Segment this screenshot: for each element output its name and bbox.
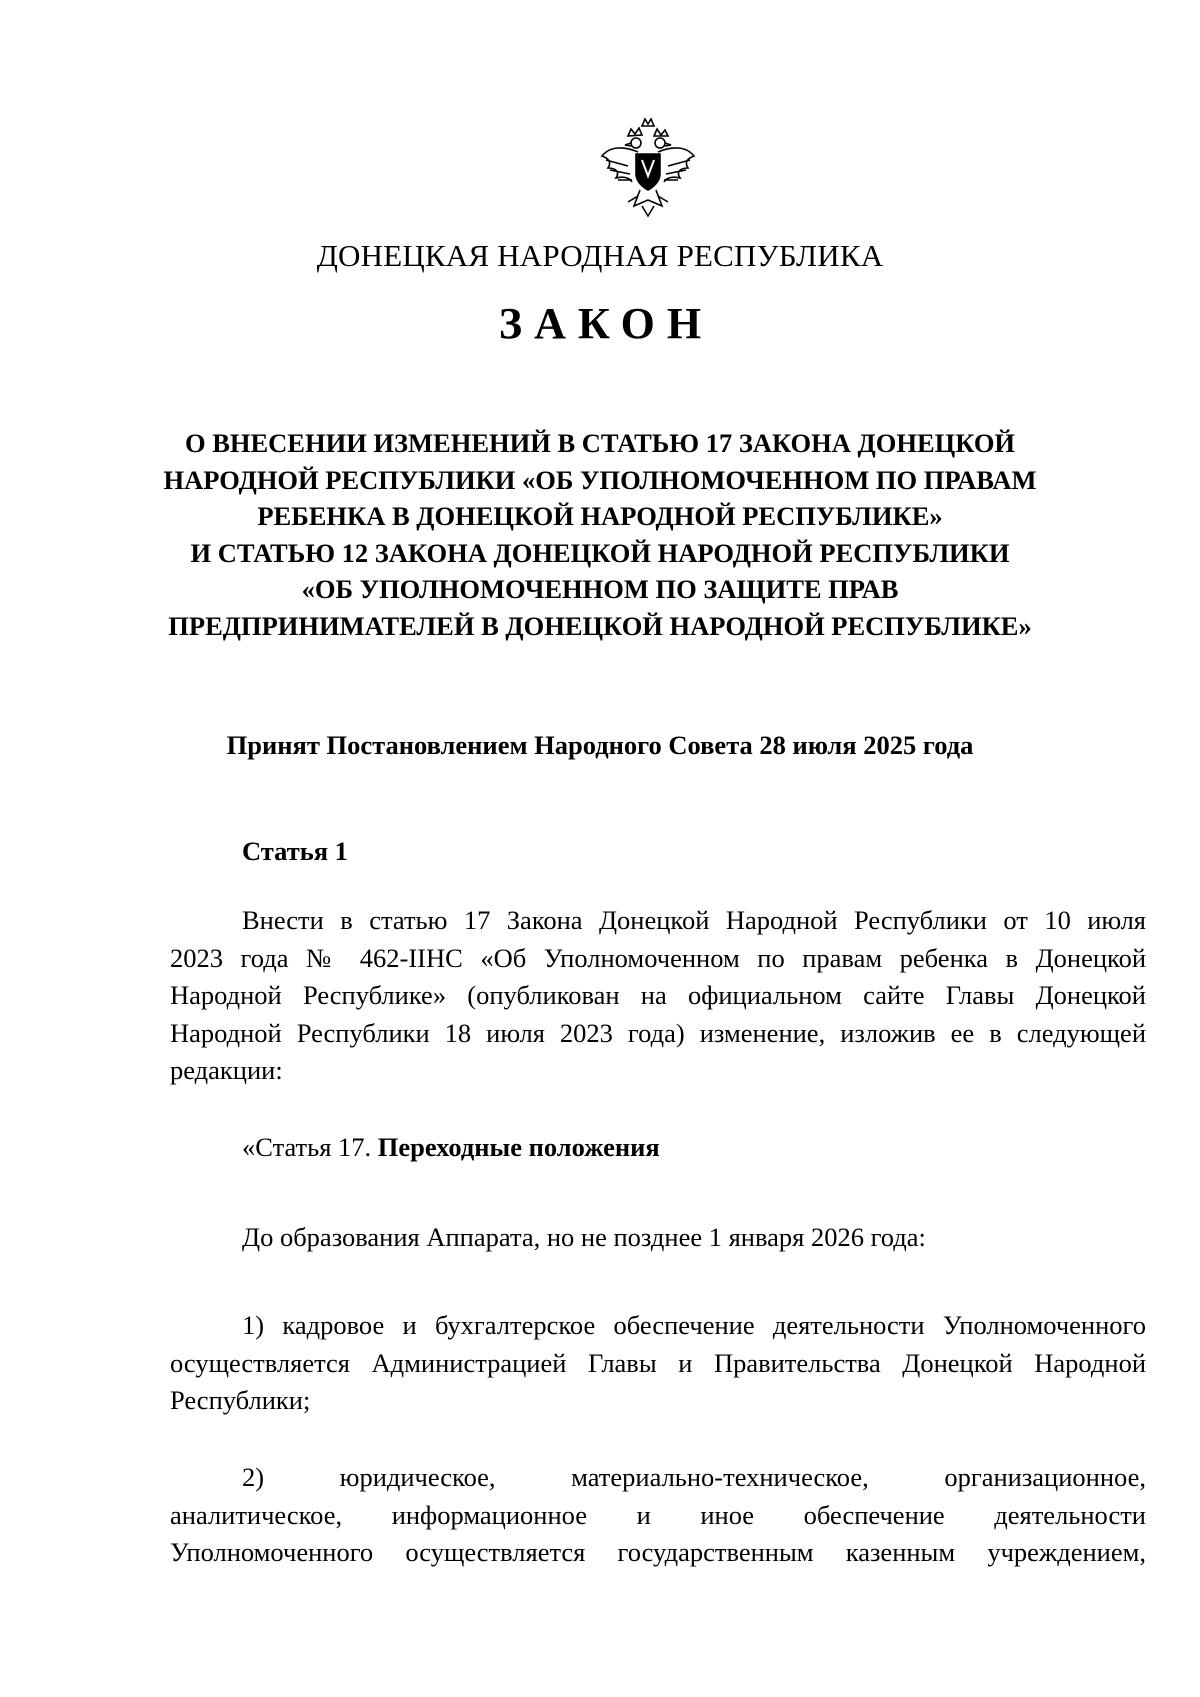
document-type: ЗАКОН	[498, 299, 714, 348]
title-line: РЕБЕНКА В ДОНЕЦКОЙ НАРОДНОЙ РЕСПУБЛИКЕ»	[257, 501, 943, 531]
paragraph-line: аналитическое, информационное и иное обеспечение деятельности	[170, 1499, 1146, 1530]
paragraph-line: До образования Аппарата, но не позднее 1 января 2026 года:	[242, 1222, 926, 1252]
coat-of-arms-icon	[598, 116, 698, 220]
title-line: НАРОДНОЙ РЕСПУБЛИКИ «ОБ УПОЛНОМОЧЕННОМ ПО ПРАВАМ	[163, 464, 1037, 495]
paragraph-line	[170, 1129, 1146, 1167]
quoted-article-heading	[170, 1129, 1146, 1167]
title-line: О ВНЕСЕНИИ ИЗМЕНЕНИЙ В СТАТЬЮ 17 ЗАКОНА ДОНЕЦКОЙ	[184, 428, 1016, 458]
paragraph-line: 2023 года № 462-IIНС «Об Уполномоченном по правам ребенка в Донецкой	[170, 942, 1146, 973]
title-line: ПРЕДПРИНИМАТЕЛЕЙ В ДОНЕЦКОЙ НАРОДНОЙ РЕСПУБЛИКЕ»	[168, 610, 1032, 641]
adoption-statement: Принят Постановлением Народного Совета 28 июля 2025 года	[226, 730, 974, 760]
republic-name: ДОНЕЦКАЯ НАРОДНАЯ РЕСПУБЛИКА	[316, 238, 884, 273]
item-1-paragraph	[170, 1307, 1146, 1420]
paragraph-line: Внести в статью 17 Закона Донецкой Народной Республики от 10 июля	[242, 905, 1146, 935]
article-heading: Статья 1	[242, 836, 348, 866]
quoted-article-title: Переходные положения	[377, 1132, 660, 1162]
paragraph-line: 2) юридическое, материально-техническое, организационное,	[242, 1462, 1146, 1492]
quoted-article-prefix: «Статья 17.	[242, 1132, 372, 1162]
until-paragraph	[170, 1219, 1146, 1257]
paragraph-line: Уполномоченного осуществляется государственным казенным учреждением,	[170, 1537, 1146, 1567]
title-line: И СТАТЬЮ 12 ЗАКОНА ДОНЕЦКОЙ НАРОДНОЙ РЕСПУБЛИКИ	[190, 537, 1010, 568]
paragraph-line: осуществляется Администрацией Главы и Правительства Донецкой Народной	[170, 1347, 1146, 1378]
paragraph-line: Народной Республики 18 июля 2023 года) изменение, изложив ее в следующей	[170, 1017, 1146, 1048]
law-title	[150, 425, 1050, 644]
title-line: «ОБ УПОЛНОМОЧЕННОМ ПО ЗАЩИТЕ ПРАВ	[301, 574, 899, 604]
paragraph-line: Народной Республике» (опубликован на официальном сайте Главы Донецкой	[170, 980, 1146, 1010]
paragraph-line: 1) кадровое и бухгалтерское обеспечение деятельности Уполномоченного	[242, 1310, 1146, 1340]
paragraph-line: Республики;	[170, 1385, 311, 1415]
item-2-paragraph	[170, 1459, 1146, 1572]
article-intro-paragraph	[170, 902, 1146, 1090]
paragraph-line: редакции:	[170, 1055, 283, 1085]
